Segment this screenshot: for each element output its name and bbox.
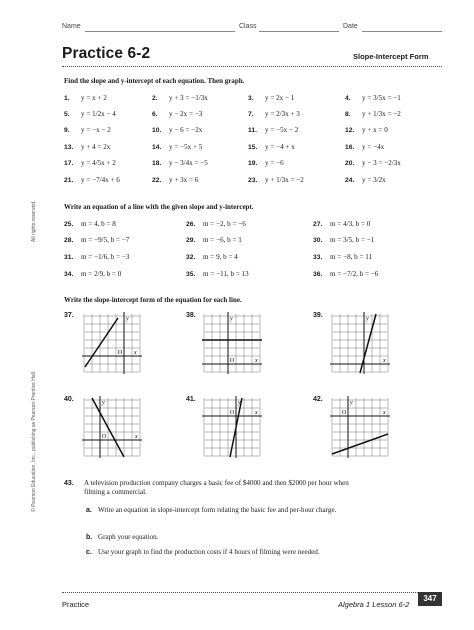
- exercise-equation: y + 1/3x = −2: [362, 110, 401, 118]
- graph-40: [82, 394, 144, 458]
- svg-text:O: O: [102, 434, 107, 440]
- q43a-label: a.: [86, 507, 92, 514]
- q43-number: 43.: [64, 480, 74, 487]
- exercise-equation: y = −4x: [362, 143, 385, 151]
- exercise-equation: y = 3/2x: [362, 176, 386, 184]
- exercise-number: 3.: [248, 95, 254, 102]
- exercise-equation: y = 2/3x + 3: [265, 110, 300, 118]
- exercise-equation: y + 3x = 6: [169, 176, 199, 184]
- exercise-number: 24.: [345, 177, 355, 184]
- section3-instruction: Write the slope-intercept form of the equation for each line.: [64, 296, 242, 304]
- svg-text:x: x: [255, 358, 258, 364]
- exercise-equation: m = 9, b = 4: [203, 253, 238, 261]
- exercise-number: 21.: [64, 177, 74, 184]
- exercise-number: 36.: [313, 271, 323, 278]
- section1-instruction: Find the slope and y-intercept of each equation. Then graph.: [64, 77, 245, 85]
- class-field-line[interactable]: [259, 31, 339, 32]
- graph-39-number: 39.: [313, 312, 323, 319]
- name-label: Name: [62, 23, 81, 30]
- exercise-equation: y = −5x + 5: [169, 143, 203, 151]
- exercise-equation: y = 1/2x − 4: [81, 110, 116, 118]
- exercise-number: 19.: [248, 160, 258, 167]
- svg-text:x: x: [255, 410, 258, 416]
- name-field-line[interactable]: [85, 31, 235, 32]
- exercise-equation: y = −7/4x + 6: [81, 176, 120, 184]
- exercise-equation: y = 3/5x = −1: [362, 94, 401, 102]
- rights-side-text: All rights reserved.: [31, 200, 37, 242]
- exercise-number: 26.: [186, 221, 196, 228]
- copyright-side-text: © Pearson Education, Inc., publishing as Pearson Prentice Hall.: [31, 370, 37, 512]
- exercise-number: 27.: [313, 221, 323, 228]
- exercise-equation: y + 4 = 2x: [81, 143, 111, 151]
- section2-instruction: Write an equation of a line with the given slope and y-intercept.: [64, 203, 254, 211]
- exercise-equation: y = −5x − 2: [265, 126, 299, 134]
- exercise-equation: y + 3 = −1/3x: [169, 94, 208, 102]
- exercise-number: 14.: [152, 144, 162, 151]
- exercise-equation: y = −x − 2: [81, 126, 111, 134]
- graph-37-number: 37.: [64, 312, 74, 319]
- exercise-number: 5.: [64, 111, 70, 118]
- exercise-number: 7.: [248, 111, 254, 118]
- title-divider: [62, 66, 442, 67]
- exercise-number: 18.: [152, 160, 162, 167]
- q43-text: A television production company charges a basic fee of $4000 and then $2000 per hour when filming a commercial.: [84, 479, 349, 496]
- exercise-equation: m = −7/2, b = −6: [330, 270, 379, 278]
- q43b-label: b.: [86, 534, 93, 541]
- svg-text:y: y: [126, 316, 129, 322]
- exercise-number: 22.: [152, 177, 162, 184]
- exercise-equation: y + x = 0: [362, 126, 388, 134]
- exercise-number: 33.: [313, 254, 323, 261]
- graph-38: [202, 310, 264, 374]
- footer-left: Practice: [62, 600, 90, 609]
- exercise-equation: y − 3/4x = −5: [169, 159, 208, 167]
- exercise-equation: y = 4/5x + 2: [81, 159, 116, 167]
- exercise-number: 32.: [186, 254, 196, 261]
- exercise-number: 23.: [248, 177, 258, 184]
- svg-text:y: y: [102, 400, 105, 406]
- exercise-number: 16.: [345, 144, 355, 151]
- date-label: Date: [343, 23, 358, 30]
- exercise-number: 1.: [64, 95, 70, 102]
- svg-text:O: O: [342, 410, 347, 416]
- svg-text:y: y: [230, 316, 233, 322]
- exercise-equation: y + 1/3x = −2: [265, 176, 304, 184]
- graph-38-number: 38.: [186, 312, 196, 319]
- q43c-label: c.: [86, 549, 92, 556]
- graph-40-number: 40.: [64, 396, 74, 403]
- exercise-equation: m = −9/5, b = −7: [81, 236, 130, 244]
- exercise-number: 13.: [64, 144, 74, 151]
- graph-39: [330, 310, 392, 374]
- exercise-number: 6.: [152, 111, 158, 118]
- footer-right: Algebra 1 Lesson 6-2: [338, 600, 410, 609]
- svg-text:O: O: [230, 358, 235, 364]
- exercise-number: 29.: [186, 237, 196, 244]
- exercise-equation: y = −6: [265, 159, 284, 167]
- q43b-text: Graph your equation.: [98, 533, 159, 541]
- page-title: Practice 6-2: [62, 45, 151, 62]
- graph-41-number: 41.: [186, 396, 196, 403]
- exercise-number: 2.: [152, 95, 158, 102]
- page-number: 347: [418, 592, 442, 606]
- svg-text:x: x: [134, 350, 137, 356]
- exercise-equation: m = −1/6, b = −3: [81, 253, 130, 261]
- exercise-equation: y − 3 = −2/3x: [362, 159, 401, 167]
- exercise-number: 17.: [64, 160, 74, 167]
- exercise-equation: m = −8, b = 11: [330, 253, 373, 261]
- exercise-number: 4.: [345, 95, 351, 102]
- exercise-number: 9.: [64, 127, 70, 134]
- graph-41: [202, 394, 264, 458]
- page-subtitle: Slope-Intercept Form: [353, 52, 429, 61]
- exercise-number: 35.: [186, 271, 196, 278]
- svg-text:y: y: [366, 316, 369, 322]
- exercise-number: 31.: [64, 254, 74, 261]
- exercise-equation: m = −11, b = 13: [203, 270, 249, 278]
- exercise-equation: y = 2x − 1: [265, 94, 295, 102]
- q43c-text: Use your graph to find the production costs if 4 hours of filming were needed.: [98, 548, 320, 556]
- svg-text:x: x: [383, 410, 386, 416]
- exercise-equation: m = 2/9, b = 0: [81, 270, 122, 278]
- exercise-equation: m = −6, b = 1: [203, 236, 242, 244]
- svg-text:y: y: [238, 400, 241, 406]
- graph-42: [330, 394, 392, 458]
- exercise-number: 12.: [345, 127, 355, 134]
- exercise-number: 10.: [152, 127, 162, 134]
- svg-text:y: y: [350, 400, 353, 406]
- exercise-equation: m = 3/5, b = −1: [330, 236, 375, 244]
- exercise-equation: m = −2, b = −6: [203, 220, 246, 228]
- footer-divider: [62, 592, 442, 593]
- exercise-number: 25.: [64, 221, 74, 228]
- exercise-number: 28.: [64, 237, 74, 244]
- date-field-line[interactable]: [362, 31, 442, 32]
- class-label: Class: [239, 23, 257, 30]
- svg-text:x: x: [135, 434, 138, 440]
- exercise-equation: y − 6 = −2x: [169, 126, 203, 134]
- exercise-equation: y − 2x = −3: [169, 110, 203, 118]
- svg-text:O: O: [230, 410, 235, 416]
- exercise-equation: y = −4 + x: [265, 143, 295, 151]
- exercise-number: 30.: [313, 237, 323, 244]
- exercise-number: 11.: [248, 127, 257, 134]
- exercise-equation: y = x + 2: [81, 94, 107, 102]
- exercise-number: 15.: [248, 144, 258, 151]
- graph-37: [82, 310, 144, 374]
- exercise-equation: m = 4, b = 8: [81, 220, 116, 228]
- graph-42-number: 42.: [313, 396, 323, 403]
- svg-text:x: x: [383, 358, 386, 364]
- svg-text:O: O: [118, 350, 123, 356]
- q43a-text: Write an equation in slope-intercept form relating the basic fee and per-hour charge.: [98, 506, 337, 514]
- exercise-number: 8.: [345, 111, 351, 118]
- exercise-number: 34.: [64, 271, 74, 278]
- exercise-equation: m = 4/3, b = 0: [330, 220, 371, 228]
- exercise-number: 20.: [345, 160, 355, 167]
